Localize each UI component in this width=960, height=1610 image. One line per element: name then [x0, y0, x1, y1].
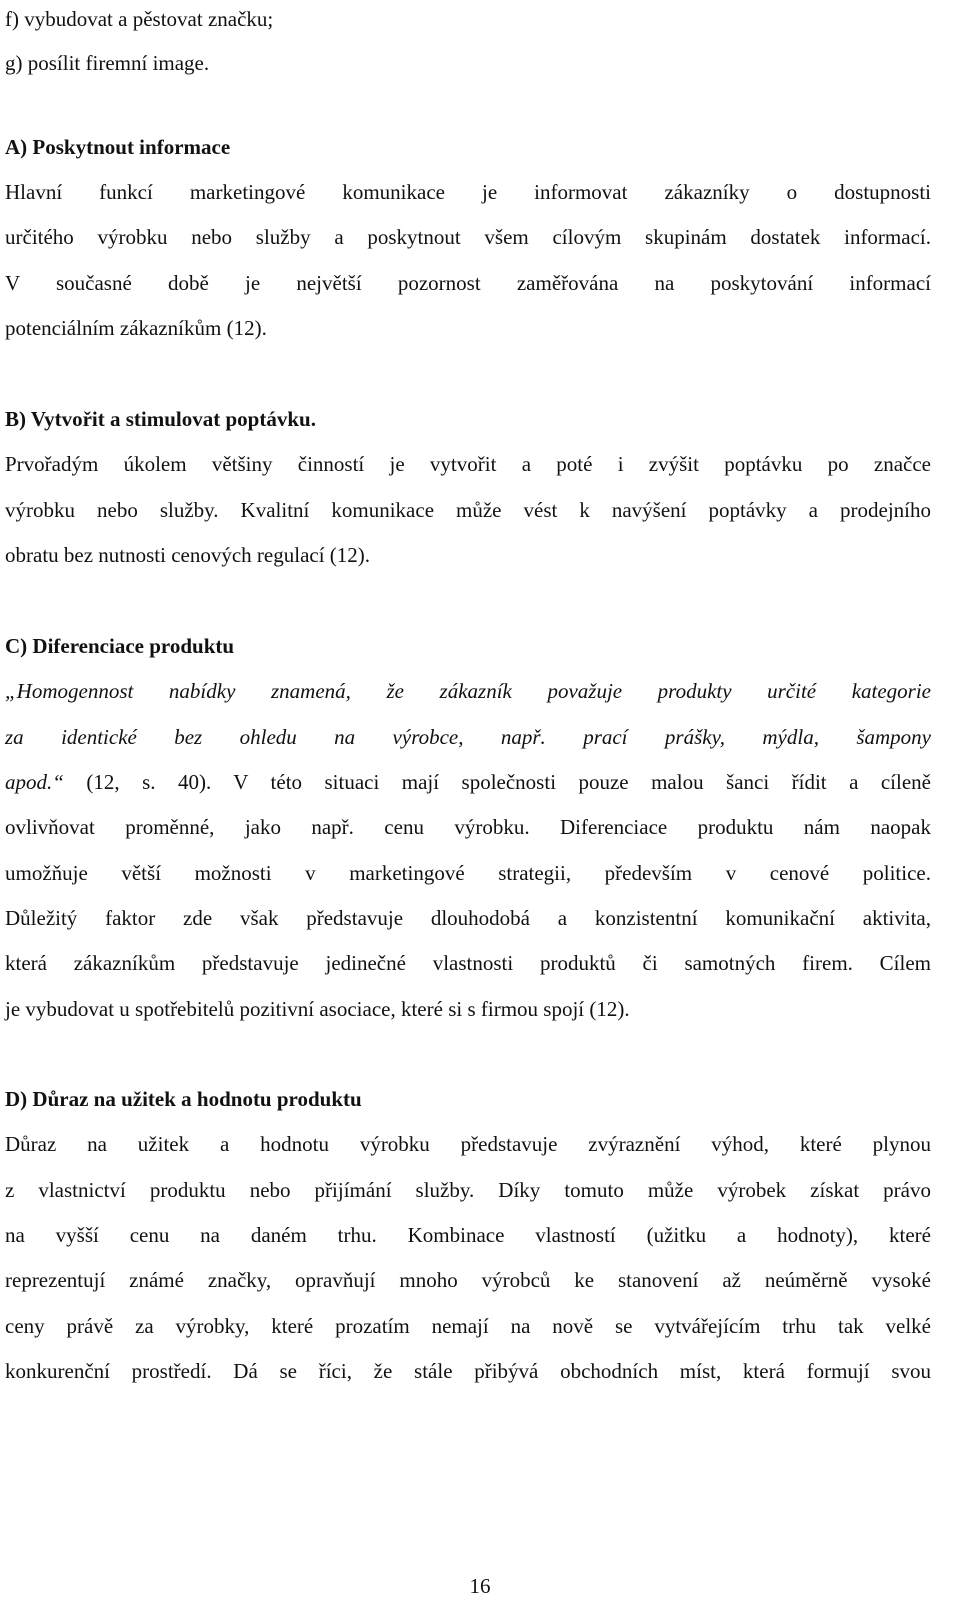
paragraph-line: Hlavní funkcí marketingové komunikace je informovat zákazníky o dostupnosti: [5, 180, 931, 204]
section-heading-b: B) Vytvořit a stimulovat poptávku.: [5, 407, 316, 431]
paragraph-line: reprezentují známé značky, opravňují mnoho výrobců ke stanovení až neúměrně vysoké: [5, 1268, 931, 1292]
citation-text: (12, s. 40). V této situaci mají společnosti pouze malou šanci řídit a cíleně: [63, 770, 931, 794]
paragraph-line: je vybudovat u spotřebitelů pozitivní asociace, které si s firmou spojí (12).: [5, 997, 630, 1021]
paragraph-line-mixed: [5, 769, 931, 795]
paragraph-line: na vyšší cenu na daném trhu. Kombinace vlastností (užitku a hodnoty), které: [5, 1223, 931, 1247]
paragraph-line: Důležitý faktor zde však představuje dlouhodobá a konzistentní komunikační aktivita,: [5, 906, 931, 930]
list-item-f: f) vybudovat a pěstovat značku;: [5, 7, 274, 31]
paragraph-line: ovlivňovat proměnné, jako např. cenu výrobku. Diferenciace produktu nám naopak: [5, 815, 931, 839]
paragraph-line: Prvořadým úkolem většiny činností je vytvořit a poté i zvýšit poptávku po značce: [5, 452, 931, 476]
paragraph-line: V současné době je největší pozornost zaměřována na poskytování informací: [5, 271, 931, 295]
paragraph-line: Důraz na užitek a hodnotu výrobku představuje zvýraznění výhod, které plynou: [5, 1132, 931, 1156]
paragraph-line: umožňuje větší možnosti v marketingové strategii, především v cenové politice.: [5, 861, 931, 885]
quote-line: „Homogennost nabídky znamená, že zákazník považuje produkty určité kategorie: [5, 679, 931, 703]
section-heading-a: A) Poskytnout informace: [5, 135, 231, 159]
quote-line: za identické bez ohledu na výrobce, např. prací prášky, mýdla, šampony: [5, 725, 931, 749]
page-number: 16: [469, 1574, 491, 1598]
list-item-g: g) posílit firemní image.: [5, 51, 210, 75]
paragraph-line: z vlastnictví produktu nebo přijímání služby. Díky tomuto může výrobek získat právo: [5, 1178, 931, 1202]
paragraph-line: konkurenční prostředí. Dá se říci, že stále přibývá obchodních míst, která formují svou: [5, 1359, 931, 1383]
paragraph-line: potenciálním zákazníkům (12).: [5, 316, 267, 340]
paragraph-line: ceny právě za výrobky, které prozatím nemají na nově se vytvářejícím trhu tak velké: [5, 1314, 931, 1338]
paragraph-line: která zákazníkům představuje jedinečné vlastnosti produktů či samotných firem. Cílem: [5, 951, 931, 975]
paragraph-line: obratu bez nutnosti cenových regulací (12).: [5, 543, 371, 567]
section-heading-d: D) Důraz na užitek a hodnotu produktu: [5, 1087, 362, 1111]
section-heading-c: C) Diferenciace produktu: [5, 634, 235, 658]
quote-end: apod.“: [5, 770, 64, 794]
paragraph-line: určitého výrobku nebo služby a poskytnout všem cílovým skupinám dostatek informací.: [5, 225, 931, 249]
paragraph-line: výrobku nebo služby. Kvalitní komunikace může vést k navýšení poptávky a prodejního: [5, 498, 931, 522]
